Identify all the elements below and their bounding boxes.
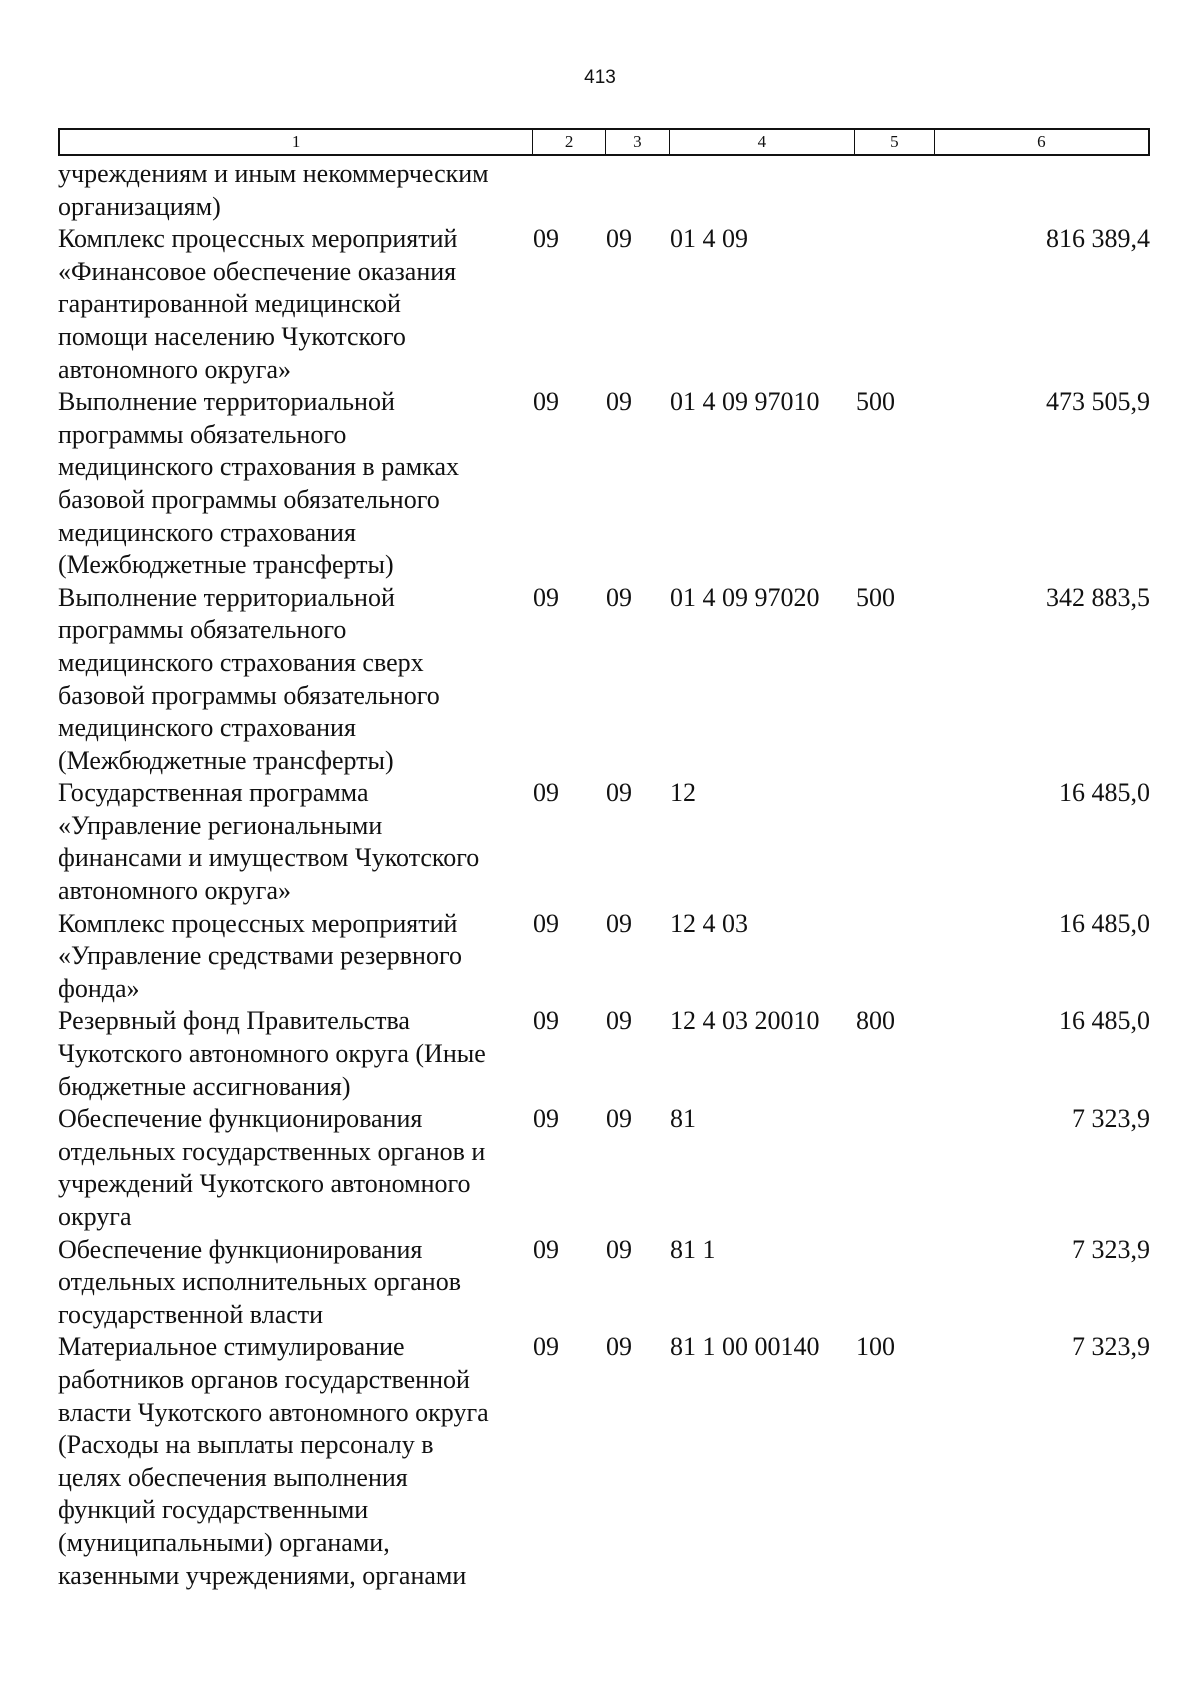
- row-section: 09: [533, 582, 559, 612]
- row-subsection: 09: [606, 387, 632, 417]
- table-row: [58, 777, 1150, 907]
- table-row: [58, 582, 1150, 778]
- description-line: казенными учреждениями, органами: [58, 1560, 467, 1590]
- row-subsection: 09: [606, 778, 632, 808]
- description-line: медицинского страхования: [58, 713, 356, 743]
- header-col-4: 4: [670, 130, 855, 154]
- table-row: [58, 158, 1150, 223]
- page-number: 413: [584, 67, 616, 88]
- description-line: (Межбюджетные трансферты): [58, 550, 394, 580]
- description-line: автономного округа»: [58, 876, 291, 906]
- row-description: [58, 582, 533, 778]
- description-line: Обеспечение функционирования: [58, 1234, 423, 1264]
- description-line: (Межбюджетные трансферты): [58, 745, 394, 775]
- row-description: [58, 1234, 533, 1332]
- row-expense-type: 500: [856, 582, 895, 612]
- row-target-article: 12: [670, 778, 696, 808]
- description-line: медицинского страхования в рамках: [58, 452, 459, 482]
- row-section: 09: [533, 1332, 559, 1362]
- table-row: [58, 908, 1150, 1006]
- description-line: автономного округа»: [58, 354, 291, 384]
- description-line: Комплекс процессных мероприятий: [58, 908, 458, 938]
- row-amount: 16 485,0: [1059, 778, 1150, 808]
- row-target-article: 12 4 03 20010: [670, 1006, 820, 1036]
- table-row: [58, 1331, 1150, 1592]
- description-line: гарантированной медицинской: [58, 289, 401, 319]
- description-line: «Управление средствами резервного: [58, 941, 462, 971]
- row-target-article: 01 4 09 97020: [670, 582, 820, 612]
- description-line: Материальное стимулирование: [58, 1332, 405, 1362]
- table-row: [58, 1005, 1150, 1103]
- description-line: помощи населению Чукотского: [58, 321, 406, 351]
- row-amount: 342 883,5: [1046, 582, 1150, 612]
- row-target-article: 01 4 09: [670, 224, 748, 254]
- header-col-3: 3: [606, 130, 670, 154]
- description-line: целях обеспечения выполнения: [58, 1462, 408, 1492]
- row-description: [58, 1103, 533, 1233]
- table-row: [58, 1103, 1150, 1233]
- row-amount: 16 485,0: [1059, 908, 1150, 938]
- row-description: [58, 777, 533, 907]
- row-description: [58, 1005, 533, 1103]
- row-subsection: 09: [606, 1332, 632, 1362]
- header-col-6: 6: [1037, 132, 1046, 151]
- row-section: 09: [533, 908, 559, 938]
- row-subsection: 09: [606, 582, 632, 612]
- row-section: 09: [533, 1104, 559, 1134]
- row-subsection: 09: [606, 1104, 632, 1134]
- description-line: Чукотского автономного округа (Иные: [58, 1039, 486, 1069]
- row-section: 09: [533, 778, 559, 808]
- row-target-article: 81 1: [670, 1234, 716, 1264]
- row-target-article: 01 4 09 97010: [670, 387, 820, 417]
- description-line: программы обязательного: [58, 615, 347, 645]
- table-body: [58, 158, 1150, 1592]
- description-line: округа: [58, 1202, 132, 1231]
- row-subsection: 09: [606, 1006, 632, 1036]
- row-section: 09: [533, 224, 559, 254]
- row-amount: 816 389,4: [1046, 224, 1150, 254]
- table-row: [58, 386, 1150, 582]
- description-line: организациям): [58, 191, 221, 221]
- description-line: финансами и имуществом Чукотского: [58, 843, 480, 873]
- row-subsection: 09: [606, 908, 632, 938]
- row-amount: 7 323,9: [1072, 1104, 1150, 1134]
- description-line: Обеспечение функционирования: [58, 1104, 423, 1134]
- description-line: функций государственными: [58, 1495, 369, 1525]
- description-line: работников органов государственной: [58, 1364, 470, 1394]
- description-line: Государственная программа: [58, 778, 369, 808]
- description-line: Выполнение территориальной: [58, 582, 395, 612]
- description-line: Резервный фонд Правительства: [58, 1006, 410, 1036]
- row-expense-type: 500: [856, 387, 895, 417]
- description-line: медицинского страхования: [58, 517, 356, 547]
- table-header: [58, 128, 1150, 156]
- description-line: Комплекс процессных мероприятий: [58, 224, 458, 254]
- description-line: бюджетные ассигнования): [58, 1071, 351, 1101]
- row-description: [58, 223, 533, 386]
- row-subsection: 09: [606, 1234, 632, 1264]
- row-description: [58, 158, 533, 223]
- description-line: медицинского страхования сверх: [58, 647, 424, 677]
- header-col-1: 1: [60, 130, 533, 154]
- row-amount: 473 505,9: [1046, 387, 1150, 417]
- row-description: [58, 908, 533, 1006]
- row-section: 09: [533, 387, 559, 417]
- row-amount: 16 485,0: [1059, 1006, 1150, 1036]
- description-line: отдельных исполнительных органов: [58, 1267, 461, 1297]
- description-line: фонда»: [58, 973, 140, 1003]
- header-col-5: 5: [855, 130, 935, 154]
- row-description: [58, 386, 533, 582]
- description-line: (Расходы на выплаты персоналу в: [58, 1430, 434, 1460]
- description-line: Выполнение территориальной: [58, 387, 395, 417]
- row-description: [58, 1331, 533, 1592]
- description-line: государственной власти: [58, 1299, 324, 1329]
- row-expense-type: 800: [856, 1006, 895, 1036]
- row-target-article: 81: [670, 1104, 696, 1134]
- row-target-article: 12 4 03: [670, 908, 748, 938]
- description-line: (муниципальными) органами,: [58, 1527, 390, 1557]
- description-line: учреждениям и иным некоммерческим: [58, 159, 489, 188]
- table-row: [58, 223, 1150, 386]
- row-amount: 7 323,9: [1072, 1332, 1150, 1362]
- description-line: «Управление региональными: [58, 810, 383, 840]
- description-line: учреждений Чукотского автономного: [58, 1169, 471, 1199]
- description-line: программы обязательного: [58, 419, 347, 449]
- row-expense-type: 100: [856, 1332, 895, 1362]
- row-section: 09: [533, 1234, 559, 1264]
- description-line: власти Чукотского автономного округа: [58, 1397, 489, 1427]
- row-section: 09: [533, 1006, 559, 1036]
- description-line: «Финансовое обеспечение оказания: [58, 256, 457, 286]
- row-subsection: 09: [606, 224, 632, 254]
- row-target-article: 81 1 00 00140: [670, 1332, 820, 1362]
- row-amount: 7 323,9: [1072, 1234, 1150, 1264]
- header-col-2: 2: [533, 130, 606, 154]
- table-row: [58, 1234, 1150, 1332]
- description-line: отдельных государственных органов и: [58, 1136, 486, 1166]
- description-line: базовой программы обязательного: [58, 680, 440, 710]
- description-line: базовой программы обязательного: [58, 484, 440, 514]
